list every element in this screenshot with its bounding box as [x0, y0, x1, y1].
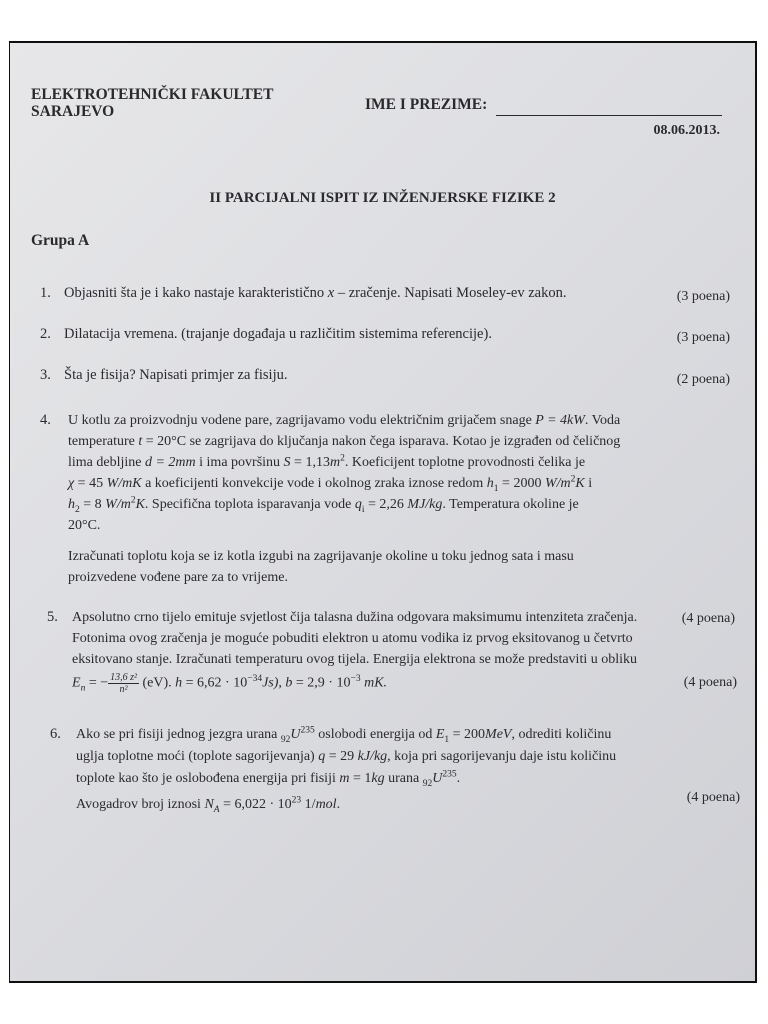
name-field-line — [496, 115, 722, 116]
exam-title: II PARCIJALNI ISPIT IZ INŽENJERSKE FIZIKE 2 — [209, 190, 556, 206]
energy-formula: $E_n$ = − $\frac{\text{13,6 z²}}{\text{n²}}$ (eV). $h = 6,62 \cdot 10^{-34}Js$), $b = 2,9 \cdot 10^{-3}$ mK. — [72, 672, 388, 695]
points: (3 poena) — [676, 289, 730, 304]
question-4: 4. U kotlu za proizvodnju vodene pare, zagrijavamo vodu električnim grijačem snage P = 4kW. Voda temperature t = 20°C se zagrijava do ključanja nakon čega isparava. Kotao je izgrađen od čeličnog lima debljine d = 2mm i ima površinu $S = 1,13m^2$. Koeficijent toplotne provodnosti čelika je χ = 45 W/mK a koeficijenti konvekcije vode i okolnog zraka iznose redom $h_1 = 2000$ $W/m^2K$ i $h_2 = 8$ $W/m^2K$. Specifična toplota isparavanja vode $q_i = 2,26$ MJ/kg. Temperatura okoline je 20°C. Izračunati toplotu koja se iz kotla izgubi na zagrijavanje okoline u toku jednog sata i masu proizvedene vođene pare za to vrijeme. (4 poena) — [40, 410, 735, 590]
question-6: 6. Ako se pri fisiji jednog jezgra urana $_{92}U^{235}$ oslobodi energija od $E_1 = 200MeV$, odrediti količinu uglja toplotne moći (toplote sagorijevanja) q = 29 kJ/kg, koja pri sagorijevanju daje istu količinu toplote kao što je oslobođena energija pri fisiji m = 1kg urana $_{92}U^{235}$. Avogadrov broj iznosi $N_A = 6,022 \cdot 10^{23}$ 1/mol. (4 poena) — [50, 725, 740, 815]
points: (4 poena) — [686, 790, 740, 805]
points: (4 poena) — [683, 675, 737, 690]
points: (3 poena) — [676, 330, 730, 345]
group-label: Grupa A — [31, 232, 90, 249]
exam-sheet: ELEKTROTEHNIČKI FAKULTET SARAJEVO IME I PREZIME: 08.06.2013. II PARCIJALNI ISPIT IZ INŽENJERSKE FIZIKE 2 Grupa A 1. Objasniti šta je i kako nastaje karakteristično x – zračenje. Napisati Moseley-ev zakon. (3 poena) 2. Dilatacija vremena. (trajanje događaja u različitim sistemima referencije). (3 poena) 3. Šta je fisija? Napisati primjer za fisiju. (2 poena) 4. U kotlu za proizvodnju vodene pare, zagrijavamo vodu električnim grijačem snage P = 4kW. Voda temperature t = 20°C se zagrijava do ključanja nakon čega isparava. Kotao je izgrađen od čeličnog lima debljine d = 2mm i ima površinu $S = 1,13m^2$. Koeficijent toplotne provodnosti čelika je χ = 45 W/mK a koeficijenti konvekcije vode i okolnog zraka iznose redom $h_1 = 2000$ $W/m^2K$ i $h_2 = 8$ $W/m^2K$. Specifična toplota isparavanja vode $q_i = 2,26$ MJ/kg. Temperatura okoline je 20°C. Izračunati toplotu koja se iz kotla izgubi na zagrijavanje okoline u toku jednog sata i masu proizvedene vođene pare za to vrijeme. (4 poena) 5. Apsolutno crno tijelo emituje svjetlost čija talasna dužina odgovara maksimumu intenziteta zračenja. Fotonima ovog zračenja je moguće pobuditi elektron u atomu vodika iz prvog eksitovanog u četvrto eksitovano stanje. Izračunati temperaturu ovog tijela. Energija elektrona se može predstaviti u obliku $E_n$ = − $\frac{\text{13,6 z²}}{\text{n²}}$ (eV). $h = 6,62 \cdot 10^{-34}Js$), $b = 2,9 \cdot 10^{-3}$ mK. (4 poena) 6. Ako se pri fisiji jednog jezgra urana $_{92}U^{235}$ oslobodi energija od $E_1 = 200MeV$, odrediti količinu uglja toplotne moći (toplote sagorijevanja) q = 29 kJ/kg, koja pri sagorijevanju daje istu količinu toplote kao što je oslobođena energija pri fisiji m = 1kg urana $_{92}U^{235}$. Avogadrov broj iznosi $N_A = 6,022 \cdot 10^{23}$ 1/mol. (4 poena) — [10, 43, 755, 981]
points: (4 poena) — [681, 611, 735, 626]
exam-date: 08.06.2013. — [653, 123, 720, 138]
faculty-name: ELEKTROTEHNIČKI FAKULTET SARAJEVO — [31, 86, 274, 120]
question-5: 5. Apsolutno crno tijelo emituje svjetlost čija talasna dužina odgovara maksimumu intenziteta zračenja. Fotonima ovog zračenja je moguće pobuditi elektron u atomu vodika iz prvog eksitovanog u četvrto eksitovano stanje. Izračunati temperaturu ovog tijela. Energija elektrona se može predstaviti u obliku $E_n$ = − $\frac{\text{13,6 z²}}{\text{n²}}$ (eV). $h = 6,62 \cdot 10^{-34}Js$), $b = 2,9 \cdot 10^{-3}$ mK. (4 poena) — [47, 609, 737, 695]
name-label: IME I PREZIME: — [365, 96, 488, 113]
points: (2 poena) — [676, 372, 730, 387]
